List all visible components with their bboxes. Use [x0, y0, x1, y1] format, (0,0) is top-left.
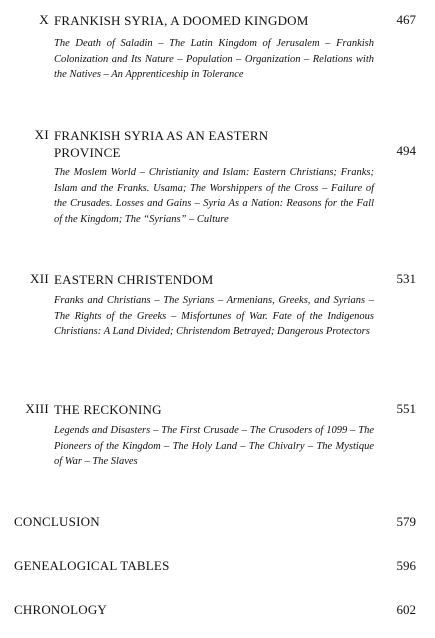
chapter-title: EASTERN CHRISTENDOM: [54, 272, 214, 287]
chapter-page-number: 467: [396, 12, 416, 27]
section-page-number: 579: [396, 514, 416, 529]
chapter-number: XIII: [25, 401, 49, 416]
chapter-title: THE RECKONING: [54, 402, 162, 417]
section-page-number: 596: [396, 558, 416, 573]
chapter-page-number: 551: [396, 401, 416, 416]
chapter-number: XI: [34, 127, 49, 142]
chapter-number: X: [39, 12, 49, 27]
chapter-page-number: 494: [396, 143, 416, 158]
chapter-description: Franks and Christians – The Syrians – Armenians, Greeks, and Syrians – The Rights of the Greeks – Misfortunes of War. Fate of the Indigenous Christians: A Land Divided; Christendom Betrayed; Dangerous Protectors: [54, 295, 374, 337]
chapter-description: Legends and Disasters – The First Crusade – The Crusoders of 1099 – The Pioneers of the Kingdom – The Holy Land – The Chivalry – The Mystique of War – The Slaves: [54, 425, 374, 467]
chapter-page-number: 531: [396, 271, 416, 286]
chapter-description: The Death of Saladin – The Latin Kingdom of Jerusalem – Frankish Colonization and Its Nature – Population – Organization – Relations with the Natives – An Apprenticeship in Tolerance: [54, 38, 374, 80]
chapter-description: The Moslem World – Christianity and Islam: Eastern Christians; Franks; Islam and the Franks. Usama; The Worshippers of the Cross – Failure of the Crusades. Losses and Gains – Syria As a Nation: Reasons for the Fall of the Kingdom; The “Syrians” – Culture: [54, 167, 374, 225]
section-title: CONCLUSION: [14, 514, 100, 529]
chapter-number: XII: [30, 271, 49, 286]
section-page-number: 602: [396, 602, 416, 617]
chapter-title: FRANKISH SYRIA, A DOOMED KINGDOM: [54, 13, 309, 28]
section-title: GENEALOGICAL TABLES: [14, 558, 170, 573]
section-title: CHRONOLOGY: [14, 602, 107, 617]
chapter-title: FRANKISH SYRIA AS AN EASTERN PROVINCE: [54, 128, 269, 160]
